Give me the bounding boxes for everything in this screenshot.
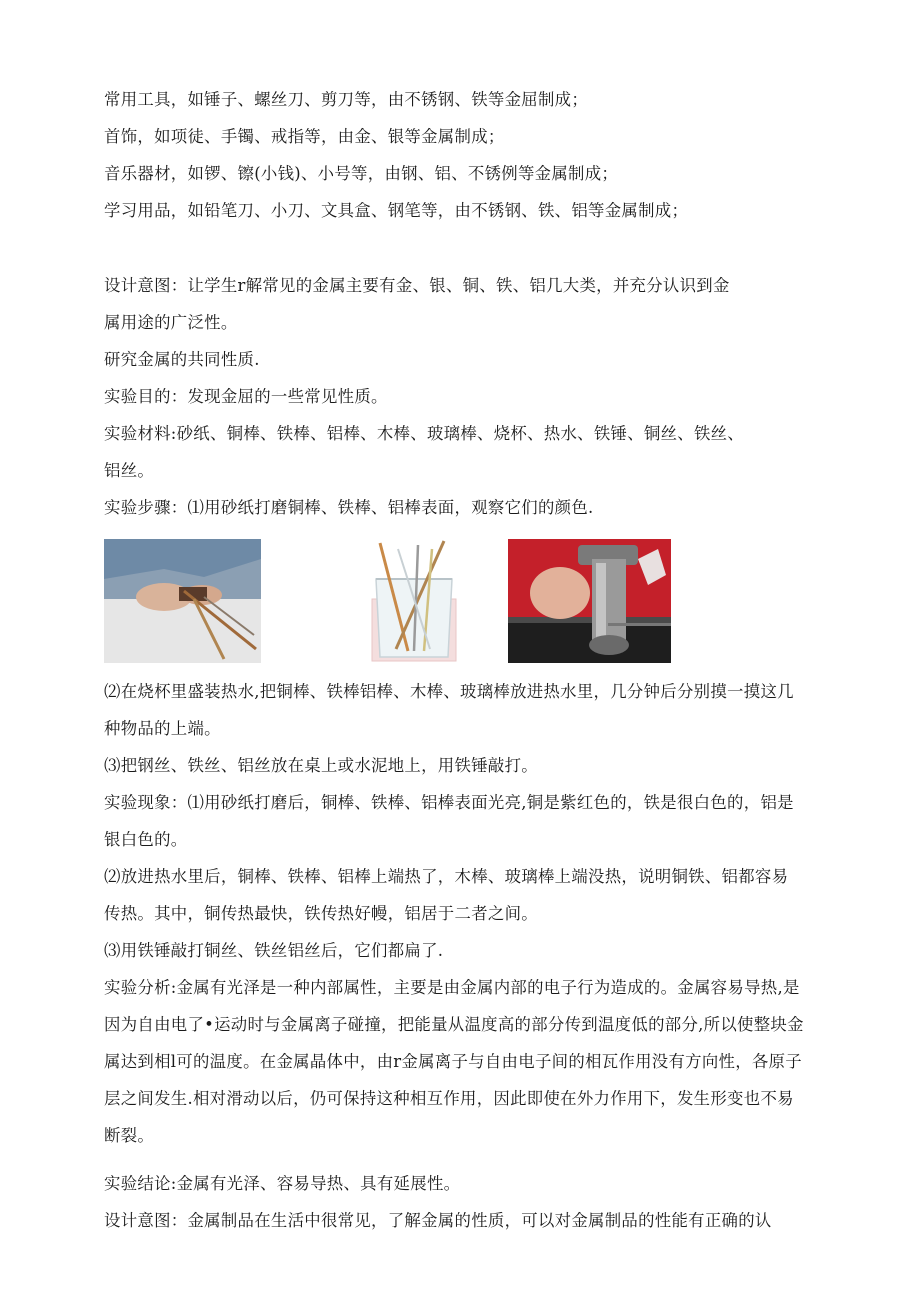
text-line: 因为自由电了•运动时与金属离子碰撞，把能量从温度高的部分传到温度低的部分,所以使整块金: [104, 1015, 804, 1034]
text-line: 断裂。: [104, 1126, 155, 1145]
text-line: 音乐器材，如锣、镲(小钱)、小号等，由钢、铝、不锈例等金属制成；: [104, 164, 619, 183]
text-line: 学习用品，如铅笔刀、小刀、文具盒、钢笔等，由不锈钢、铁、铝等金属制成；: [104, 201, 689, 220]
sanding-photo: [104, 539, 261, 663]
text-line: 属用途的广泛性。: [104, 313, 238, 332]
text-line: 常用工具，如锤子、螺丝刀、剪刀等，由不锈钢、铁等金屈制成；: [104, 90, 589, 109]
text-line: ⑶把钢丝、铁丝、铝丝放在桌上或水泥地上，用铁锤敲打。: [104, 756, 538, 775]
text-line: 首饰，如项徒、手镯、戒指等，由金、银等金属制成；: [104, 127, 505, 146]
text-line: 实验分析:金属有光泽是一种内部属性，主要是由金属内部的电子行为造成的。金属容易导热,是: [104, 978, 800, 997]
hammer-photo: [508, 539, 671, 663]
text-line: 铝丝。: [104, 461, 155, 480]
text-line: 银白色的。: [104, 830, 188, 849]
text-line: 层之间发生.相对滑动以后，仍可保持这种相互作用，因此即使在外力作用下，发生形变也不易: [104, 1089, 794, 1108]
beaker-rods-photo: [368, 539, 460, 663]
text-line: 设计意图：金属制品在生活中很常见，了解金属的性质，可以对金属制品的性能有正确的认: [104, 1211, 772, 1230]
text-line: ⑵在烧杯里盛装热水,把铜棒、铁棒铝棒、木棒、玻璃棒放进热水里，几分钟后分别摸一摸这几: [104, 682, 794, 701]
text-line: 实验现象：⑴用砂纸打磨后，铜棒、铁棒、铝棒表面光亮,铜是紫红色的，铁是很白色的，铝是: [104, 793, 794, 812]
section-heading: 研究金属的共同性质.: [104, 350, 260, 369]
text-line: 实验材料:砂纸、铜棒、铁棒、铝棒、木棒、玻璃棒、烧杯、热水、铁锤、铜丝、铁丝、: [104, 424, 745, 443]
text-line: 种物品的上端。: [104, 719, 221, 738]
text-line: 实验步骤：⑴用砂纸打磨铜棒、铁棒、铝棒表面，观察它们的颜色.: [104, 498, 594, 517]
text-line: 传热。其中，铜传热最快，铁传热好幔，铝居于二者之间。: [104, 904, 538, 923]
text-line: 设计意图：让学生r解常见的金属主要有金、银、铜、铁、铝几大类，并充分认识到金: [104, 276, 730, 295]
text-line: ⑶用铁锤敲打铜丝、铁丝铝丝后，它们都扁了.: [104, 941, 444, 960]
text-line: 属达到相l可的温度。在金属晶体中，由r金属离子与自由电子间的相瓦作用没有方向性，各原子: [104, 1052, 802, 1071]
text-line: 实验结论:金属有光泽、容易导热、具有延展性。: [104, 1174, 461, 1193]
text-line: ⑵放进热水里后，铜棒、铁棒、铝棒上端热了，木棒、玻璃棒上端没热，说明铜铁、铝都容易: [104, 867, 789, 886]
text-line: 实验目的：发现金屈的一些常见性质。: [104, 387, 388, 406]
